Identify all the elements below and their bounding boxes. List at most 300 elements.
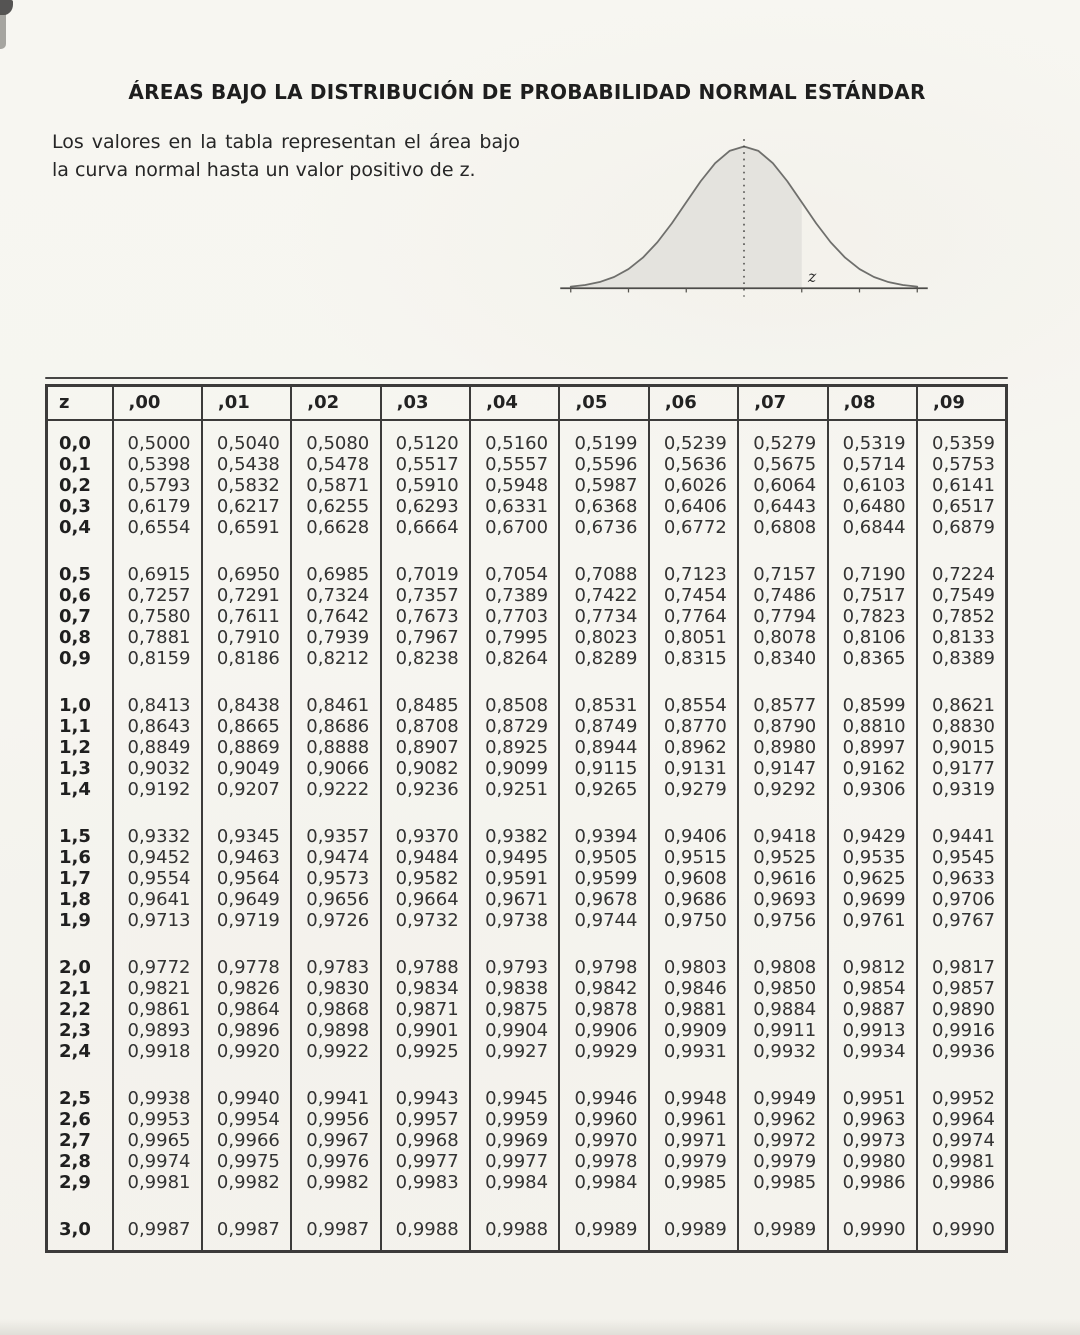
value-cell: 0,9990 <box>828 1193 917 1252</box>
value-cell: 0,7224 <box>917 538 1006 585</box>
value-cell: 0,9345 <box>202 800 291 847</box>
table-row <box>47 779 1007 800</box>
value-cell: 0,7088 <box>559 538 648 585</box>
table-row <box>47 606 1007 627</box>
value-cell: 0,5714 <box>828 454 917 475</box>
value-cell: 0,9082 <box>381 758 470 779</box>
value-cell: 0,9192 <box>113 779 202 800</box>
value-cell: 0,9890 <box>917 999 1006 1020</box>
value-cell: 0,7157 <box>738 538 827 585</box>
value-cell: 0,9975 <box>202 1151 291 1172</box>
value-cell: 0,7291 <box>202 585 291 606</box>
value-cell: 0,7389 <box>470 585 559 606</box>
value-cell: 0,9977 <box>470 1151 559 1172</box>
value-cell: 0,9978 <box>559 1151 648 1172</box>
value-cell: 0,9983 <box>381 1172 470 1193</box>
value-cell: 0,9463 <box>202 847 291 868</box>
z-cell: 2,2 <box>59 999 91 1020</box>
value-cell: 0,9979 <box>738 1151 827 1172</box>
value-cell: 0,9656 <box>291 889 380 910</box>
value-cell: 0,8599 <box>828 669 917 716</box>
value-cell: 0,9406 <box>649 800 738 847</box>
value-cell: 0,9927 <box>470 1041 559 1062</box>
value-cell: 0,9418 <box>738 800 827 847</box>
value-cell: 0,9974 <box>917 1130 1006 1151</box>
value-cell: 0,9616 <box>738 868 827 889</box>
table-row <box>47 669 1007 716</box>
value-cell: 0,8708 <box>381 716 470 737</box>
value-cell: 0,9671 <box>470 889 559 910</box>
value-cell: 0,9495 <box>470 847 559 868</box>
table-row <box>47 758 1007 779</box>
value-cell: 0,7642 <box>291 606 380 627</box>
value-cell: 0,9131 <box>649 758 738 779</box>
table-row <box>47 978 1007 999</box>
page-title: ÁREAS BAJO LA DISTRIBUCIÓN DE PROBABILIDAD NORMAL ESTÁNDAR <box>128 80 926 104</box>
value-cell: 0,9980 <box>828 1151 917 1172</box>
value-cell: 0,9474 <box>291 847 380 868</box>
value-cell: 0,9988 <box>470 1193 559 1252</box>
value-cell: 0,9515 <box>649 847 738 868</box>
z-cell: 2,8 <box>59 1151 91 1172</box>
z-cell: 1,0 <box>59 695 91 716</box>
value-cell: 0,8997 <box>828 737 917 758</box>
z-table-section <box>45 377 1008 1253</box>
value-cell: 0,9678 <box>559 889 648 910</box>
value-cell: 0,9846 <box>649 978 738 999</box>
value-cell: 0,9826 <box>202 978 291 999</box>
value-cell: 0,9936 <box>917 1041 1006 1062</box>
value-cell: 0,9803 <box>649 931 738 978</box>
value-cell: 0,9938 <box>113 1062 202 1109</box>
value-cell: 0,9906 <box>559 1020 648 1041</box>
z-cell: 2,7 <box>59 1130 91 1151</box>
value-cell: 0,7794 <box>738 606 827 627</box>
value-cell: 0,6103 <box>828 475 917 496</box>
value-cell: 0,7580 <box>113 606 202 627</box>
value-cell: 0,8925 <box>470 737 559 758</box>
value-cell: 0,5160 <box>470 420 559 454</box>
value-cell: 0,9830 <box>291 978 380 999</box>
table-row <box>47 1020 1007 1041</box>
table-row <box>47 538 1007 585</box>
table-row <box>47 889 1007 910</box>
value-cell: 0,9918 <box>113 1041 202 1062</box>
table-row <box>47 585 1007 606</box>
value-cell: 0,8531 <box>559 669 648 716</box>
value-cell: 0,6368 <box>559 496 648 517</box>
value-cell: 0,9971 <box>649 1130 738 1151</box>
value-cell: 0,9982 <box>202 1172 291 1193</box>
col-header: ,04 <box>470 386 559 421</box>
table-row <box>47 1193 1007 1252</box>
value-cell: 0,7517 <box>828 585 917 606</box>
value-cell: 0,8749 <box>559 716 648 737</box>
value-cell: 0,9990 <box>917 1193 1006 1252</box>
table-row <box>47 475 1007 496</box>
value-cell: 0,8577 <box>738 669 827 716</box>
value-cell: 0,7257 <box>113 585 202 606</box>
value-cell: 0,9265 <box>559 779 648 800</box>
value-cell: 0,5478 <box>291 454 380 475</box>
z-cell: 3,0 <box>59 1219 91 1240</box>
table-row <box>47 716 1007 737</box>
value-cell: 0,9896 <box>202 1020 291 1041</box>
value-cell: 0,6700 <box>470 517 559 538</box>
value-cell: 0,9664 <box>381 889 470 910</box>
col-header: ,07 <box>738 386 827 421</box>
value-cell: 0,5793 <box>113 475 202 496</box>
value-cell: 0,5319 <box>828 420 917 454</box>
value-cell: 0,9236 <box>381 779 470 800</box>
value-cell: 0,9798 <box>559 931 648 978</box>
value-cell: 0,7852 <box>917 606 1006 627</box>
value-cell: 0,8051 <box>649 627 738 648</box>
value-cell: 0,9756 <box>738 910 827 931</box>
value-cell: 0,9177 <box>917 758 1006 779</box>
value-cell: 0,9963 <box>828 1109 917 1130</box>
z-cell: 0,3 <box>59 496 91 517</box>
value-cell: 0,5000 <box>113 420 202 454</box>
value-cell: 0,9982 <box>291 1172 380 1193</box>
value-cell: 0,9959 <box>470 1109 559 1130</box>
table-row <box>47 1041 1007 1062</box>
value-cell: 0,9973 <box>828 1130 917 1151</box>
value-cell: 0,9976 <box>291 1151 380 1172</box>
col-header: ,00 <box>113 386 202 421</box>
value-cell: 0,6026 <box>649 475 738 496</box>
z-cell: 1,6 <box>59 847 91 868</box>
value-cell: 0,5753 <box>917 454 1006 475</box>
normal-curve-diagram <box>555 126 933 314</box>
value-cell: 0,9429 <box>828 800 917 847</box>
value-cell: 0,9901 <box>381 1020 470 1041</box>
value-cell: 0,9545 <box>917 847 1006 868</box>
value-cell: 0,9649 <box>202 889 291 910</box>
value-cell: 0,7549 <box>917 585 1006 606</box>
value-cell: 0,9946 <box>559 1062 648 1109</box>
shaded-area <box>571 147 802 289</box>
table-row <box>47 1130 1007 1151</box>
table-row <box>47 496 1007 517</box>
table-row <box>47 517 1007 538</box>
z-axis-label: z <box>808 266 817 286</box>
value-cell: 0,6664 <box>381 517 470 538</box>
value-cell: 0,9965 <box>113 1130 202 1151</box>
value-cell: 0,8770 <box>649 716 738 737</box>
z-cell: 1,9 <box>59 910 91 931</box>
z-cell: 1,3 <box>59 758 91 779</box>
value-cell: 0,9251 <box>470 779 559 800</box>
value-cell: 0,9981 <box>113 1172 202 1193</box>
z-cell: 2,9 <box>59 1172 91 1193</box>
value-cell: 0,7995 <box>470 627 559 648</box>
value-cell: 0,9838 <box>470 978 559 999</box>
value-cell: 0,9761 <box>828 910 917 931</box>
z-cell: 0,5 <box>59 564 91 585</box>
value-cell: 0,7454 <box>649 585 738 606</box>
value-cell: 0,6064 <box>738 475 827 496</box>
value-cell: 0,9878 <box>559 999 648 1020</box>
value-cell: 0,6480 <box>828 496 917 517</box>
value-cell: 0,6879 <box>917 517 1006 538</box>
value-cell: 0,9884 <box>738 999 827 1020</box>
value-cell: 0,6915 <box>113 538 202 585</box>
value-cell: 0,9525 <box>738 847 827 868</box>
value-cell: 0,9989 <box>649 1193 738 1252</box>
value-cell: 0,9812 <box>828 931 917 978</box>
z-cell: 0,1 <box>59 454 91 475</box>
value-cell: 0,7357 <box>381 585 470 606</box>
value-cell: 0,9957 <box>381 1109 470 1130</box>
value-cell: 0,9969 <box>470 1130 559 1151</box>
table-row <box>47 648 1007 669</box>
value-cell: 0,8264 <box>470 648 559 669</box>
value-cell: 0,9898 <box>291 1020 380 1041</box>
z-cell: 1,2 <box>59 737 91 758</box>
z-cell: 2,0 <box>59 957 91 978</box>
value-cell: 0,9357 <box>291 800 380 847</box>
value-cell: 0,9979 <box>649 1151 738 1172</box>
value-cell: 0,9984 <box>470 1172 559 1193</box>
value-cell: 0,9625 <box>828 868 917 889</box>
value-cell: 0,7703 <box>470 606 559 627</box>
value-cell: 0,6517 <box>917 496 1006 517</box>
value-cell: 0,9985 <box>738 1172 827 1193</box>
value-cell: 0,8849 <box>113 737 202 758</box>
col-header: ,09 <box>917 386 1006 421</box>
value-cell: 0,8621 <box>917 669 1006 716</box>
table-row <box>47 627 1007 648</box>
table-row <box>47 1151 1007 1172</box>
value-cell: 0,9989 <box>738 1193 827 1252</box>
value-cell: 0,9977 <box>381 1151 470 1172</box>
value-cell: 0,9985 <box>649 1172 738 1193</box>
value-cell: 0,8212 <box>291 648 380 669</box>
value-cell: 0,9049 <box>202 758 291 779</box>
value-cell: 0,7764 <box>649 606 738 627</box>
value-cell: 0,6443 <box>738 496 827 517</box>
value-cell: 0,9306 <box>828 779 917 800</box>
value-cell: 0,9633 <box>917 868 1006 889</box>
value-cell: 0,9854 <box>828 978 917 999</box>
value-cell: 0,8133 <box>917 627 1006 648</box>
value-cell: 0,9964 <box>917 1109 1006 1130</box>
value-cell: 0,9582 <box>381 868 470 889</box>
value-cell: 0,9949 <box>738 1062 827 1109</box>
value-cell: 0,9686 <box>649 889 738 910</box>
value-cell: 0,7910 <box>202 627 291 648</box>
value-cell: 0,5438 <box>202 454 291 475</box>
table-header-row <box>47 386 1007 421</box>
z-cell: 2,6 <box>59 1109 91 1130</box>
value-cell: 0,9916 <box>917 1020 1006 1041</box>
value-cell: 0,9744 <box>559 910 648 931</box>
value-cell: 0,9987 <box>113 1193 202 1252</box>
value-cell: 0,9920 <box>202 1041 291 1062</box>
table-row <box>47 847 1007 868</box>
value-cell: 0,9943 <box>381 1062 470 1109</box>
value-cell: 0,7123 <box>649 538 738 585</box>
value-cell: 0,9967 <box>291 1130 380 1151</box>
table-row <box>47 910 1007 931</box>
value-cell: 0,9713 <box>113 910 202 931</box>
col-header: ,01 <box>202 386 291 421</box>
value-cell: 0,5871 <box>291 475 380 496</box>
table-row <box>47 1109 1007 1130</box>
value-cell: 0,5832 <box>202 475 291 496</box>
value-cell: 0,9988 <box>381 1193 470 1252</box>
value-cell: 0,6985 <box>291 538 380 585</box>
value-cell: 0,9871 <box>381 999 470 1020</box>
value-cell: 0,9319 <box>917 779 1006 800</box>
value-cell: 0,9932 <box>738 1041 827 1062</box>
z-cell: 2,3 <box>59 1020 91 1041</box>
value-cell: 0,6772 <box>649 517 738 538</box>
value-cell: 0,6141 <box>917 475 1006 496</box>
value-cell: 0,9793 <box>470 931 559 978</box>
value-cell: 0,5636 <box>649 454 738 475</box>
value-cell: 0,9693 <box>738 889 827 910</box>
z-cell: 2,5 <box>59 1088 91 1109</box>
value-cell: 0,9015 <box>917 737 1006 758</box>
value-cell: 0,5040 <box>202 420 291 454</box>
value-cell: 0,8729 <box>470 716 559 737</box>
value-cell: 0,9986 <box>828 1172 917 1193</box>
value-cell: 0,9834 <box>381 978 470 999</box>
value-cell: 0,9484 <box>381 847 470 868</box>
value-cell: 0,9956 <box>291 1109 380 1130</box>
value-cell: 0,7422 <box>559 585 648 606</box>
value-cell: 0,9960 <box>559 1109 648 1130</box>
value-cell: 0,9719 <box>202 910 291 931</box>
value-cell: 0,6808 <box>738 517 827 538</box>
value-cell: 0,9732 <box>381 910 470 931</box>
value-cell: 0,8508 <box>470 669 559 716</box>
value-cell: 0,5239 <box>649 420 738 454</box>
value-cell: 0,6331 <box>470 496 559 517</box>
value-cell: 0,8907 <box>381 737 470 758</box>
value-cell: 0,7823 <box>828 606 917 627</box>
value-cell: 0,9726 <box>291 910 380 931</box>
value-cell: 0,9115 <box>559 758 648 779</box>
value-cell: 0,9641 <box>113 889 202 910</box>
value-cell: 0,9783 <box>291 931 380 978</box>
value-cell: 0,7019 <box>381 538 470 585</box>
value-cell: 0,9941 <box>291 1062 380 1109</box>
value-cell: 0,9147 <box>738 758 827 779</box>
value-cell: 0,5398 <box>113 454 202 475</box>
value-cell: 0,5675 <box>738 454 827 475</box>
z-cell: 0,7 <box>59 606 91 627</box>
table-row <box>47 1062 1007 1109</box>
value-cell: 0,8438 <box>202 669 291 716</box>
value-cell: 0,9699 <box>828 889 917 910</box>
value-cell: 0,7939 <box>291 627 380 648</box>
value-cell: 0,8888 <box>291 737 380 758</box>
value-cell: 0,7190 <box>828 538 917 585</box>
col-header: ,08 <box>828 386 917 421</box>
value-cell: 0,9066 <box>291 758 380 779</box>
z-cell: 1,7 <box>59 868 91 889</box>
value-cell: 0,8665 <box>202 716 291 737</box>
value-cell: 0,9608 <box>649 868 738 889</box>
value-cell: 0,5199 <box>559 420 648 454</box>
value-cell: 0,9750 <box>649 910 738 931</box>
value-cell: 0,9868 <box>291 999 380 1020</box>
value-cell: 0,8023 <box>559 627 648 648</box>
value-cell: 0,8686 <box>291 716 380 737</box>
value-cell: 0,9948 <box>649 1062 738 1109</box>
value-cell: 0,9599 <box>559 868 648 889</box>
value-cell: 0,9904 <box>470 1020 559 1041</box>
value-cell: 0,8643 <box>113 716 202 737</box>
value-cell: 0,6554 <box>113 517 202 538</box>
value-cell: 0,9984 <box>559 1172 648 1193</box>
value-cell: 0,6844 <box>828 517 917 538</box>
value-cell: 0,9922 <box>291 1041 380 1062</box>
value-cell: 0,8461 <box>291 669 380 716</box>
value-cell: 0,9394 <box>559 800 648 847</box>
value-cell: 0,9966 <box>202 1130 291 1151</box>
z-cell: 0,8 <box>59 627 91 648</box>
value-cell: 0,9951 <box>828 1062 917 1109</box>
z-cell: 1,8 <box>59 889 91 910</box>
z-cell: 0,2 <box>59 475 91 496</box>
value-cell: 0,9772 <box>113 931 202 978</box>
value-cell: 0,6591 <box>202 517 291 538</box>
value-cell: 0,9909 <box>649 1020 738 1041</box>
z-cell: 1,4 <box>59 779 91 800</box>
value-cell: 0,9382 <box>470 800 559 847</box>
value-cell: 0,9573 <box>291 868 380 889</box>
value-cell: 0,9962 <box>738 1109 827 1130</box>
value-cell: 0,8289 <box>559 648 648 669</box>
value-cell: 0,9989 <box>559 1193 648 1252</box>
value-cell: 0,5517 <box>381 454 470 475</box>
value-cell: 0,9857 <box>917 978 1006 999</box>
value-cell: 0,8790 <box>738 716 827 737</box>
value-cell: 0,7673 <box>381 606 470 627</box>
table-row <box>47 999 1007 1020</box>
value-cell: 0,9207 <box>202 779 291 800</box>
intro-text: Los valores en la tabla representan el área bajo la curva normal hasta un valor positivo de z. <box>52 131 520 181</box>
value-cell: 0,9934 <box>828 1041 917 1062</box>
value-cell: 0,5120 <box>381 420 470 454</box>
value-cell: 0,9952 <box>917 1062 1006 1109</box>
value-cell: 0,9981 <box>917 1151 1006 1172</box>
value-cell: 0,9968 <box>381 1130 470 1151</box>
value-cell: 0,9929 <box>559 1041 648 1062</box>
value-cell: 0,9850 <box>738 978 827 999</box>
value-cell: 0,9953 <box>113 1109 202 1130</box>
col-header: ,03 <box>381 386 470 421</box>
value-cell: 0,9913 <box>828 1020 917 1041</box>
z-cell: 1,1 <box>59 716 91 737</box>
value-cell: 0,5557 <box>470 454 559 475</box>
value-cell: 0,9911 <box>738 1020 827 1041</box>
value-cell: 0,5279 <box>738 420 827 454</box>
value-cell: 0,8078 <box>738 627 827 648</box>
value-cell: 0,9970 <box>559 1130 648 1151</box>
value-cell: 0,9162 <box>828 758 917 779</box>
value-cell: 0,9032 <box>113 758 202 779</box>
value-cell: 0,6293 <box>381 496 470 517</box>
value-cell: 0,9986 <box>917 1172 1006 1193</box>
value-cell: 0,5948 <box>470 475 559 496</box>
col-header: ,02 <box>291 386 380 421</box>
value-cell: 0,9222 <box>291 779 380 800</box>
